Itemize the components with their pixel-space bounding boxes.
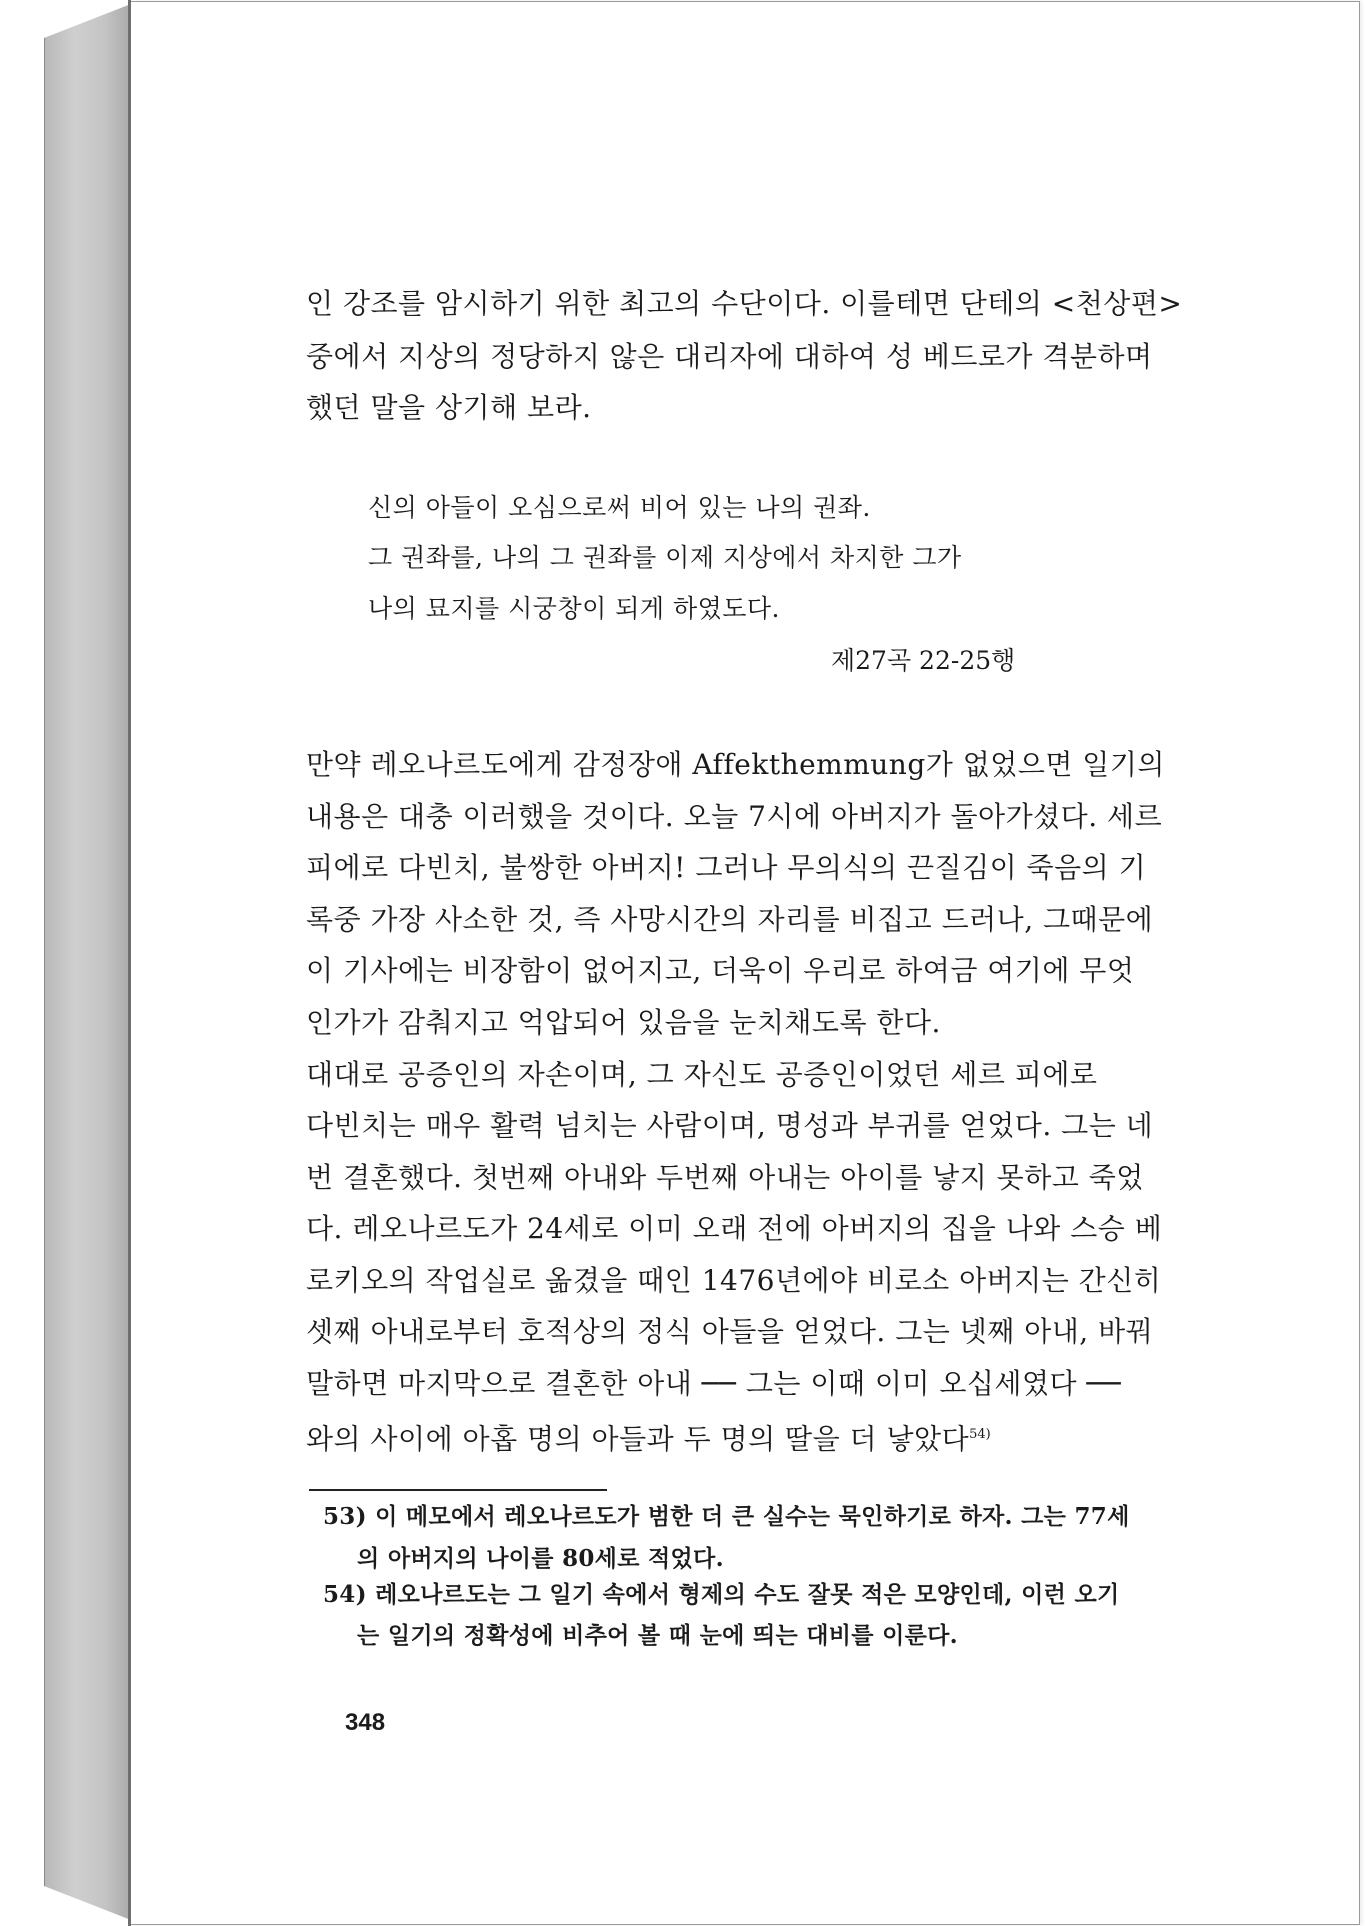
footnote-line: 54) 레오나르도는 그 일기 속에서 형제의 수도 잘못 적은 모양인데, 이런 오기 [323, 1581, 1120, 1608]
paragraph-line: 내용은 대충 이러했을 것이다. 오늘 7시에 아버지가 돌아가셨다. 세르 [306, 800, 1163, 833]
footnote-line: 의 아버지의 나이를 80세로 적었다. [357, 1545, 724, 1572]
paragraph-line [306, 1415, 1206, 1459]
paragraph-line: 록중 가장 사소한 것, 즉 사망시간의 자리를 비집고 드러나, 그때문에 [306, 903, 1154, 936]
paragraph-line-text: 와의 사이에 아홉 명의 아들과 두 명의 딸을 더 낳았다 [306, 1422, 970, 1456]
page-number: 348 [345, 1709, 386, 1736]
paragraph-line: 로키오의 작업실로 옮겼을 때인 1476년에야 비로소 아버지는 간신히 [306, 1264, 1162, 1297]
quote-line: 그 권좌를, 나의 그 권좌를 이제 지상에서 차지한 그가 [368, 543, 962, 572]
quote-line: 신의 아들이 오심으로써 비어 있는 나의 권좌. [368, 493, 871, 522]
quote-line: 나의 묘지를 시궁창이 되게 하였도다. [368, 594, 780, 623]
paragraph-line: 이 기사에는 비장함이 없어지고, 더욱이 우리로 하여금 여기에 무엇 [306, 954, 1135, 987]
paragraph-line: 다빈치는 매우 활력 넘치는 사람이며, 명성과 부귀를 얻었다. 그는 네 [306, 1109, 1154, 1142]
book-page [131, 1, 1360, 1925]
paragraph-line: 인 강조를 암시하기 위한 최고의 수단이다. 이를테면 단테의 <천상편> [306, 287, 1183, 320]
paragraph-line: 말하면 마지막으로 결혼한 아내 ── 그는 이때 이미 오십세였다 ── [306, 1367, 1122, 1400]
paragraph-line: 번 결혼했다. 첫번째 아내와 두번째 아내는 아이를 낳지 못하고 죽었 [306, 1161, 1144, 1194]
quote-reference: 제27곡 22-25행 [831, 646, 1016, 675]
paragraph-line: 인가가 감춰지고 억압되어 있음을 눈치채도록 한다. [306, 1006, 941, 1039]
paragraph-line: 만약 레오나르도에게 감정장애 Affekthemmung가 없었으면 일기의 [306, 748, 1165, 781]
paragraph-line: 대대로 공증인의 자손이며, 그 자신도 공증인이었던 세르 피에로 [306, 1058, 1098, 1091]
footnote-line: 는 일기의 정확성에 비추어 볼 때 눈에 띄는 대비를 이룬다. [357, 1622, 958, 1649]
paragraph-line: 다. 레오나르도가 24세로 이미 오래 전에 아버지의 집을 나와 스승 베 [306, 1212, 1163, 1245]
paragraph-line: 했던 말을 상기해 보라. [306, 391, 592, 424]
footnote-line: 53) 이 메모에서 레오나르도가 범한 더 큰 실수는 묵인하기로 하자. 그는 77세 [323, 1503, 1130, 1530]
book-spine [44, 4, 131, 1920]
footnote-marker: 54) [969, 1427, 991, 1442]
paragraph-line: 피에로 다빈치, 불쌍한 아버지! 그러나 무의식의 끈질김이 죽음의 기 [306, 851, 1147, 884]
paragraph-line: 셋째 아내로부터 호적상의 정식 아들을 얻었다. 그는 넷째 아내, 바꿔 [306, 1315, 1154, 1348]
paragraph-line: 중에서 지상의 정당하지 않은 대리자에 대하여 성 베드로가 격분하며 [306, 340, 1153, 373]
footnote-divider [309, 1489, 607, 1491]
